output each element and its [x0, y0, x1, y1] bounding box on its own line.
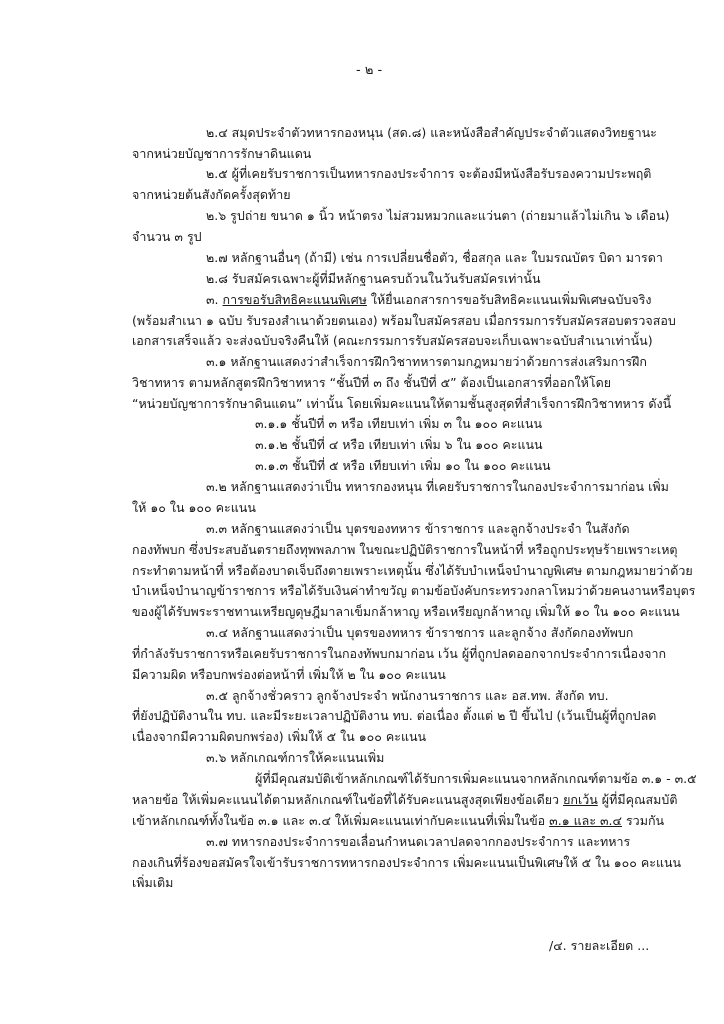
text-line: กระทำตามหน้าที่ หรือต้องบาดเจ็บถึงตายเพราะเหตุนั้น ซึ่งได้รับบำเหน็จบำนาญพิเศษ ตามกฎหมายว่าด้วย	[132, 563, 693, 578]
text-line: จากหน่วยต้นสังกัดครั้งสุดท้าย	[132, 187, 291, 202]
text-line: เอกสารเสร็จแล้ว จะส่งฉบับจริงคืนให้ (คณะกรรมการรับสมัครสอบจะเก็บเฉพาะฉบับสำเนาเท่านั้น)	[132, 333, 653, 348]
text-line: บำเหน็จบำนาญข้าราชการ หรือได้รับเงินค่าทำขวัญ ตามข้อบังคับกระทรวงกลาโหมว่าด้วยคนงานหรือบุตร	[132, 583, 696, 598]
text-line: ๓.๔ หลักฐานแสดงว่าเป็น บุตรของทหาร ข้าราชการ และลูกจ้าง สังกัดกองทัพบก	[206, 625, 634, 640]
underlined-text: ยกเว้น	[563, 792, 598, 807]
text-line: ๓.๒ หลักฐานแสดงว่าเป็น ทหารกองหนุน ที่เคยรับราชการในกองประจำการมาก่อน เพิ่ม	[206, 479, 669, 494]
text-line	[132, 791, 677, 808]
continuation-note: /๔. รายละเอียด ...	[549, 938, 650, 953]
text-line: ให้ ๑๐ ใน ๑๐๐ คะแนน	[132, 500, 256, 515]
text-line: ๒.๘ รับสมัครเฉพาะผู้ที่มีหลักฐานครบถ้วนในวันรับสมัครเท่านั้น	[206, 271, 541, 286]
text-segment: รวมกัน	[625, 813, 665, 828]
text-line: เนื่องจากมีความผิดบกพร่อง) เพิ่มให้ ๕ ใน ๑๐๐ คะแนน	[132, 729, 427, 744]
text-segment: ผู้ที่มีคุณสมบัติ	[601, 792, 678, 807]
text-line: จำนวน ๓ รูป	[132, 229, 202, 244]
text-line: ผู้ที่มีคุณสมบัติเข้าหลักเกณฑ์ได้รับการเพิ่มคะแนนจากหลักเกณฑ์ตามข้อ ๓.๑ - ๓.๕	[255, 771, 697, 786]
text-line: ๓.๑.๒ ชั้นปีที่ ๔ หรือ เทียบเท่า เพิ่ม ๖ ใน ๑๐๐ คะแนน	[255, 437, 543, 452]
section-number: ๓.	[206, 292, 219, 307]
text-segment: เข้าหลักเกณฑ์ทั้งในข้อ ๓.๑ และ ๓.๔ ให้เพิ่มคะแนนเท่ากับคะแนนที่เพิ่มในข้อ	[132, 813, 546, 828]
text-line: ๓.๖ หลักเกณฑ์การให้คะแนนเพิ่ม	[206, 750, 385, 765]
text-line: กองเกินที่ร้องขอสมัครใจเข้ารับราชการทหารกองประจำการ เพิ่มคะแนนเป็นพิเศษให้ ๕ ใน ๑๐๐ คะแนน	[132, 855, 682, 870]
text-line: ๓.๓ หลักฐานแสดงว่าเป็น บุตรของทหาร ข้าราชการ และลูกจ้างประจำ ในสังกัด	[206, 521, 630, 536]
text-line: ที่กำลังรับราชการหรือเคยรับราชการในกองทัพบกมาก่อน เว้น ผู้ที่ถูกปลดออกจากประจำการเนื่องจาก	[132, 646, 667, 661]
text-line: ๓.๑ หลักฐานแสดงว่าสำเร็จการฝึกวิชาทหารตามกฎหมายว่าด้วยการส่งเสริมการฝึก	[206, 354, 647, 369]
text-line: เพิ่มเติม	[132, 875, 174, 890]
page-number: - ๒ -	[356, 63, 383, 78]
text-line: กองทัพบก ซึ่งประสบอันตรายถึงทุพพลภาพ ในขณะปฏิบัติราชการในหน้าที่ หรือถูกประทุษร้ายเพราะเหตุ	[132, 542, 678, 557]
text-segment: หลายข้อ ให้เพิ่มคะแนนได้ตามหลักเกณฑ์ในข้อที่ได้รับคะแนนสูงสุดเพียงข้อเดียว	[132, 792, 560, 807]
section-3-heading	[206, 291, 652, 308]
text-line: ๒.๖ รูปถ่าย ขนาด ๑ นิ้ว หน้าตรง ไม่สวมหมวกและแว่นตา (ถ่ายมาแล้วไม่เกิน ๖ เดือน)	[206, 208, 670, 223]
text-line: “หน่วยบัญชาการรักษาดินแดน” เท่านั้น โดยเพิ่มคะแนนให้ตามชั้นสูงสุดที่สำเร็จการฝึกวิชาทหาร ดังนี้	[132, 396, 672, 411]
section-title: การขอรับสิทธิคะแนนพิเศษ	[222, 292, 367, 307]
text-line: (พร้อมสำเนา ๑ ฉบับ รับรองสำเนาด้วยตนเอง) พร้อมใบสมัครสอบ เมื่อกรรมการรับสมัครสอบตรวจสอบ	[132, 313, 676, 328]
text-line: ๓.๑.๑ ชั้นปีที่ ๓ หรือ เทียบเท่า เพิ่ม ๓ ใน ๑๐๐ คะแนน	[255, 416, 542, 431]
section-text: ให้ยื่นเอกสารการขอรับสิทธิคะแนนเพิ่มพิเศษฉบับจริง	[370, 292, 652, 307]
text-line: ๓.๑.๓ ชั้นปีที่ ๕ หรือ เทียบเท่า เพิ่ม ๑๐ ใน ๑๐๐ คะแนน	[255, 458, 551, 473]
text-line	[132, 812, 664, 829]
underlined-text: ๓.๑ และ ๓.๔	[549, 813, 622, 828]
text-line: จากหน่วยบัญชาการรักษาดินแดน	[132, 146, 312, 161]
text-line: ๒.๔ สมุดประจำตัวทหารกองหนุน (สด.๘) และหนังสือสำคัญประจำตัวแสดงวิทยฐานะ	[206, 125, 657, 140]
text-line: ที่ยังปฏิบัติงานใน ทบ. และมีระยะเวลาปฏิบัติงาน ทบ. ต่อเนื่อง ตั้งแต่ ๒ ปี ขึ้นไป (เว้นเป็นผู้ที่ถูกปลด	[132, 708, 657, 723]
text-line: ของผู้ได้รับพระราชทานเหรียญดุษฎีมาลาเข็มกล้าหาญ หรือเหรียญกล้าหาญ เพิ่มให้ ๑๐ ใน ๑๐๐ คะแนน	[132, 604, 680, 619]
text-line: ๒.๗ หลักฐานอื่นๆ (ถ้ามี) เช่น การเปลี่ยนชื่อตัว, ชื่อสกุล และ ใบมรณบัตร บิดา มารดา	[206, 250, 663, 265]
text-line: มีความผิด หรือบกพร่องต่อหน้าที่ เพิ่มให้ ๒ ใน ๑๐๐ คะแนน	[132, 667, 446, 682]
text-line: ๓.๗ ทหารกองประจำการขอเลื่อนกำหนดเวลาปลดจากกองประจำการ และทหาร	[206, 834, 631, 849]
text-line: วิชาทหาร ตามหลักสูตรฝึกวิชาทหาร “ชั้นปีที่ ๓ ถึง ชั้นปีที่ ๕” ต้องเป็นเอกสารที่ออกให้โดย	[132, 375, 612, 390]
text-line: ๓.๕ ลูกจ้างชั่วคราว ลูกจ้างประจำ พนักงานราชการ และ อส.ทพ. สังกัด ทบ.	[206, 688, 609, 703]
text-line: ๒.๕ ผู้ที่เคยรับราชการเป็นทหารกองประจำการ จะต้องมีหนังสือรับรองความประพฤติ	[206, 166, 652, 181]
